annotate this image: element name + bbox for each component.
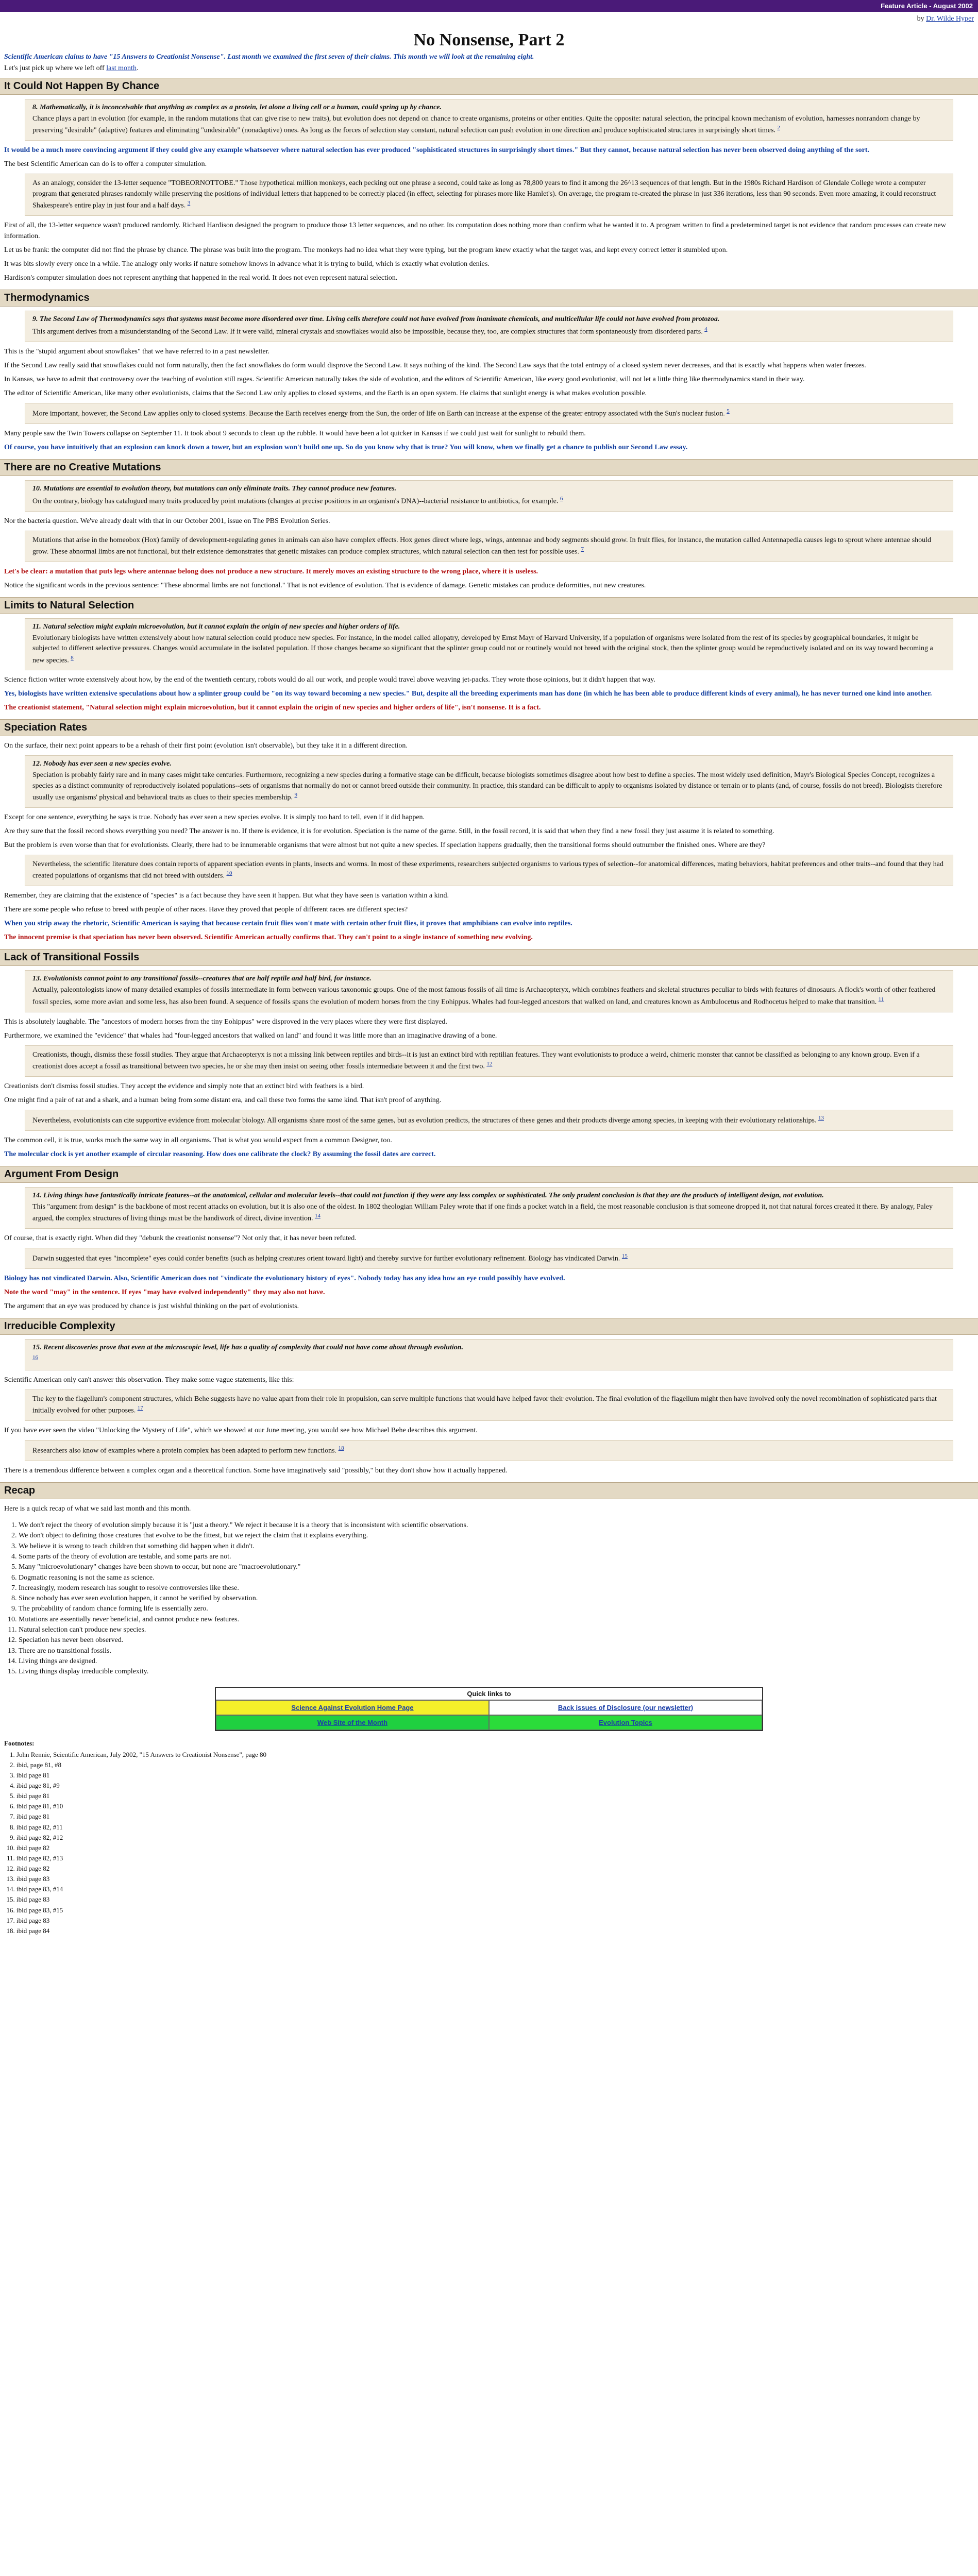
quote-block xyxy=(25,1339,953,1370)
quick-link-cell xyxy=(216,1715,489,1730)
quote-body xyxy=(32,1202,946,1224)
intro: Let's just pick up where we left off last month. xyxy=(4,64,139,72)
quote-body xyxy=(32,1354,946,1366)
paragraph: If you have ever seen the video "Unlocking the Mystery of Life", which we showed at our June meeting, you would see how Michael Behe describes this argument. xyxy=(4,1427,478,1435)
quote-text: This "argument from design" is the backbone of most recent attacks on evolution, but it is also one of the oldest. In 1802 theologian William Paley wrote that if one finds a pocket watch in a field, the most reasonable conclusion is that someone dropped it, not that natural forces created it there. By analogy, Paley argued, the complex structures of living things must be the handiwork of direct, divine invention. xyxy=(32,1202,933,1223)
footnote-ref[interactable]: 4 xyxy=(704,326,707,332)
quote-body xyxy=(32,326,946,337)
quote-text: Speciation is probably fairly rare and in many cases might take centuries. Furthermore, recognizing a new species during a formative stage can be difficult, because biologists sometimes disagree about how best to define a species. The most widely used definition, Mayr's Biological Species Concept, recognizes a species as a distinct community of reproductively isolated populations--sets of organisms that normally do not or cannot breed outside their community. In practice, this standard can be difficult to apply to organisms isolated by distance or terrain or to plants (and, of course, fossils do not breed). Biologists therefore usually use organisms' physical and behavioral traits as clues to their species membership. xyxy=(32,771,942,802)
recap-list xyxy=(4,1520,974,1677)
footnote-item: 16. ibid page 83, #15 xyxy=(16,1905,974,1916)
section-title: Argument From Design xyxy=(0,1166,978,1183)
footnote-item: 18. ibid page 84 xyxy=(16,1926,974,1936)
quote-body xyxy=(32,535,946,557)
quick-link[interactable]: Science Against Evolution Home Page xyxy=(291,1703,414,1711)
footnote-ref[interactable]: 14 xyxy=(314,1213,321,1219)
paragraph: Note the word "may" in the sentence. If eyes "may have evolved independently" they may also not have. xyxy=(4,1288,325,1296)
quote-body xyxy=(32,1445,946,1456)
paragraph: First of all, the 13-letter sequence wasn't produced randomly. Richard Hardison designed the program to produce those 13 letter sequences, and no other. Its computation does nothing more than confirm what he wanted it to. A program written to find a predetermined target is not evidence that random processes can create new information. xyxy=(4,221,946,240)
section-title: Thermodynamics xyxy=(0,290,978,307)
quick-link-cell xyxy=(489,1715,762,1730)
paragraph: On the surface, their next point appears to be a rehash of their first point (evolution isn't observable), but they take it in a different direction. xyxy=(4,742,408,750)
paragraph: Yes, biologists have written extensive speculations about how a splinter group could be "on its way toward becoming a new species." But, despite all the breeding experiments man has done (in which he has been able to produce different kinds of every animal), he has never turned one kind into another. xyxy=(4,690,932,698)
lede: Scientific American claims to have "15 Answers to Creationist Nonsense". Last month we examined the first seven of their claims. This month we will look at the remaining eight. xyxy=(4,53,534,61)
footnotes-list xyxy=(4,1750,974,1937)
paragraph: Let's be clear: a mutation that puts legs where antennae belong does not produce a new structure. It merely moves an existing structure to the wrong place, where it is useless. xyxy=(4,567,538,575)
quote-text: Darwin suggested that eyes "incomplete" eyes could confer benefits (such as helping creatures orient toward light) and thereby survive for further evolutionary refinement. Biology has vindicated Darwin. xyxy=(32,1255,620,1263)
paragraph: The editor of Scientific American, like many other evolutionists, claims that the Second Law only applies to closed systems, and the Earth is an open system. He claims that sunlight energy is what makes evolution possible. xyxy=(4,389,647,397)
footnote-item: 2. ibid, page 81, #8 xyxy=(16,1760,974,1770)
paragraph: Biology has not vindicated Darwin. Also, Scientific American does not "vindicate the evolutionary history of eyes". Nobody today has any idea how an eye could possibly have evolved. xyxy=(4,1274,565,1282)
footnote-ref[interactable]: 18 xyxy=(338,1445,344,1452)
footnote-item: 8. ibid page 82, #11 xyxy=(16,1822,974,1833)
quote-text: On the contrary, biology has catalogued many traits produced by point mutations (changes at precise positions in an organism's DNA)--bacterial resistance to antibiotics, for example. xyxy=(32,497,559,505)
paragraph: When you strip away the rhetoric, Scientific American is saying that because certain fruit flies won't mate with certain other fruit flies, it proves that amphibians can evolve into reptiles. xyxy=(4,920,572,928)
quote-body xyxy=(32,1252,946,1264)
paragraph: This is the "stupid argument about snowflakes" that we have referred to in a past newsletter. xyxy=(4,347,270,355)
recap-item: 6. Dogmatic reasoning is not the same as science. xyxy=(19,1573,974,1583)
footnote-item: 1. John Rennie, Scientific American, July 2002, "15 Answers to Creationist Nonsense", page 80 xyxy=(16,1750,974,1760)
paragraph: Except for one sentence, everything he says is true. Nobody has ever seen a new species evolve. It is simply too hard to tell, even if it did happen. xyxy=(4,814,425,821)
recap-item: 12. Speciation has never been observed. xyxy=(19,1635,974,1646)
recap-item: 11. Natural selection can't produce new species. xyxy=(19,1625,974,1635)
section-irreducible xyxy=(4,1318,974,1476)
byline xyxy=(4,15,974,23)
footnote-item: 4. ibid page 81, #9 xyxy=(16,1781,974,1791)
recap-item: 14. Living things are designed. xyxy=(19,1656,974,1667)
quote-block xyxy=(25,403,953,424)
paragraph: The common cell, it is true, works much the same way in all organisms. That is what you would expect from a common Designer, too. xyxy=(4,1136,392,1144)
quote-body xyxy=(32,770,946,803)
recap-item: 13. There are no transitional fossils. xyxy=(19,1646,974,1656)
section-speciation xyxy=(4,719,974,943)
paragraph: Of course, you have intuitively that an explosion can knock down a tower, but an explosion won't build one up. So do you know why that is true? You will know, when we finally get a chance to publish our Second Law essay. xyxy=(4,443,688,451)
quote-block xyxy=(25,755,953,808)
quote-body xyxy=(32,408,946,419)
quote-block xyxy=(25,531,953,562)
section-title: Limits to Natural Selection xyxy=(0,597,978,614)
paragraph: Many people saw the Twin Towers collapse on September 11. It took about 9 seconds to clean up the rubble. It would have been a lot quicker in Kansas if we could just wait for sunlight to rebuild them. xyxy=(4,429,586,437)
recap-item: 15. Living things display irreducible complexity. xyxy=(19,1667,974,1677)
quote-block xyxy=(25,311,953,342)
quick-links xyxy=(215,1687,763,1731)
paragraph: It would be a much more convincing argument if they could give any example whatsoever where natural selection has ever produced "sophisticated structures in surprisingly short times." But they cannot, because natural selection has never been observed doing anything of the sort. xyxy=(4,146,869,155)
quote-text: Nevertheless, the scientific literature does contain reports of apparent speciation events in plants, insects and worms. In most of these experiments, researchers subjected organisms to various types of selection--for anatomical differences, mating behaviors, habitat preferences and other traits--and found that they had created populations of organisms that did not breed with outsiders. xyxy=(32,860,943,880)
quote-block xyxy=(25,855,953,886)
quote-heading: 9. The Second Law of Thermodynamics says that systems must become more disordered over time. Living cells therefore could not have evolved from inanimate chemicals, and multicellular life could not have evolved from protozoa. xyxy=(32,315,720,323)
footnote-ref[interactable]: 12 xyxy=(486,1060,493,1067)
quote-text: Chance plays a part in evolution (for example, in the random mutations that can give rise to new traits), but evolution does not depend on chance to create organisms, proteins or other entities. Quite the opposite: natural selection, the principal known mechanism of evolution, harnesses nonrandom change by preserving "desirable" (adaptive) features and eliminating "undesirable" (nonadaptive) ones. As long as the forces of selection stay constant, natural selection can push evolution in one direction and produce sophisticated structures in surprisingly short times. xyxy=(32,115,920,134)
paragraph: It was bits slowly every once in a while. The analogy only works if nature somehow knows in advance what it is trying to build, which is exactly what evolution denies. xyxy=(4,260,490,268)
quote-text: Creationists, though, dismiss these fossil studies. They argue that Archaeopteryx is not a missing link between reptiles and birds--it is just an extinct bird with reptilian features. They want evolutionists to produce a weird, chimeric monster that cannot be classified as belonging to any known group. Even if a creationist does accept a fossil as transitional between two species, he or she may then insist on seeing other fossils intermediate between it and the first two. xyxy=(32,1050,920,1071)
recap-item: 4. Some parts of the theory of evolution are testable, and some parts are not. xyxy=(19,1552,974,1562)
section-mutations xyxy=(4,459,974,591)
quote-body xyxy=(32,178,946,211)
footnote-ref[interactable]: 11 xyxy=(878,996,884,1003)
section-limits xyxy=(4,597,974,714)
quote-body xyxy=(32,1050,946,1072)
quote-heading: 12. Nobody has ever seen a new species evolve. xyxy=(32,760,172,768)
quote-block xyxy=(25,1045,953,1077)
footnote-item: 7. ibid page 81 xyxy=(16,1811,974,1822)
paragraph: The best Scientific American can do is to offer a computer simulation. xyxy=(4,160,207,168)
quote-text: This argument derives from a misunderstanding of the Second Law. If it were valid, mineral crystals and snowflakes would also be impossible, because they, too, are complex structures that form spontaneously from disordered parts. xyxy=(32,328,703,336)
byline-prefix: by xyxy=(917,15,924,23)
footnote-item: 10. ibid page 82 xyxy=(16,1843,974,1853)
quote-block xyxy=(25,970,953,1012)
quote-block xyxy=(25,1248,953,1269)
quick-link[interactable]: Web Site of the Month xyxy=(317,1718,388,1726)
quote-heading: 8. Mathematically, it is inconceivable that anything as complex as a protein, let alone a living cell or a human, could spring up by chance. xyxy=(32,104,442,111)
section-chance xyxy=(4,78,974,283)
recap-item: 3. We believe it is wrong to teach children that something did happen when it didn't. xyxy=(19,1541,974,1552)
section-thermo xyxy=(4,290,974,453)
paragraph: The molecular clock is yet another example of circular reasoning. How does one calibrate the clock? By assuming the fossil dates are correct. xyxy=(4,1150,436,1158)
paragraph: Furthermore, we examined the "evidence" that whales had "four-legged ancestors that walked on land" and found it was little more than an imaginative drawing of a bone. xyxy=(4,1031,497,1040)
recap-item: 5. Many "microevolutionary" changes have been shown to occur, but none are "macroevolutionary." xyxy=(19,1562,974,1572)
paragraph: There are some people who refuse to breed with people of other races. Have they proved that people of different races are different species? xyxy=(4,906,408,914)
footnote-ref[interactable]: 16 xyxy=(32,1354,38,1361)
quote-block xyxy=(25,1389,953,1421)
quote-text: The key to the flagellum's component structures, which Behe suggests have no value apart from their role in propulsion, can serve multiple functions that would have helped favor their evolution. The final evolution of the flagellum might then have involved only the novel recombination of sophisticated parts that initially evolved for other purposes. xyxy=(32,1395,937,1415)
quick-link[interactable]: Evolution Topics xyxy=(599,1718,652,1726)
footnote-ref[interactable]: 8 xyxy=(71,654,74,661)
quote-body xyxy=(32,1394,946,1416)
paragraph: One might find a pair of rat and a shark, and a human being from some distant era, and call these two forms the same kind. That isn't proof of anything. xyxy=(4,1096,442,1104)
footnotes xyxy=(4,1739,974,1937)
quote-body xyxy=(32,114,946,136)
paragraph: The innocent premise is that speciation has never been observed. Scientific American actually confirms that. They can't point to a single instance of something new evolving. xyxy=(4,934,533,942)
footnote-item: 12. ibid page 82 xyxy=(16,1863,974,1874)
issue-banner xyxy=(0,0,978,12)
paragraph: Nor the bacteria question. We've already dealt with that in our October 2001, issue on The PBS Evolution Series. xyxy=(4,517,330,525)
footnote-item: 13. ibid page 83 xyxy=(16,1874,974,1884)
section-title: Recap xyxy=(0,1482,978,1499)
quote-text: Actually, paleontologists know of many detailed examples of fossils intermediate in form between various taxonomic groups. One of the most famous fossils of all time is Archaeopteryx, which combines feathers and skeletal structures peculiar to birds with features of dinosaurs. A flock's worth of other feathered fossil species, some more avian and some less, has also been found. A sequence of fossils spans the evolution of modern horses from the tiny Eohippus. Whales had four-legged ancestors that walked on land, and creatures known as Ambulocetus and Rodhocetus helped to make that transition. xyxy=(32,986,936,1006)
footnote-item: 15. ibid page 83 xyxy=(16,1894,974,1905)
section-design xyxy=(4,1166,974,1312)
paragraph: Notice the significant words in the previous sentence: "These abnormal limbs are not functional." That is not evidence of evolution. That is evidence of damage. Genetic mistakes can produce deformities, not new creatures. xyxy=(4,581,646,589)
paragraph: Creationists don't dismiss fossil studies. They accept the evidence and simply note that an extinct bird with feathers is a bird. xyxy=(4,1082,364,1090)
recap-item: 9. The probability of random chance forming life is essentially zero. xyxy=(19,1604,974,1614)
section-title: Lack of Transitional Fossils xyxy=(0,949,978,966)
recap-item: 10. Mutations are essentially never beneficial, and cannot produce new features. xyxy=(19,1615,974,1625)
paragraph: But the problem is even worse than that for evolutionists. Clearly, there had to be innumerable organisms that were almost but not quite a new species. If speciation happens gradually, then the transitional forms should outnumber the finished ones. Where are they? xyxy=(4,841,766,849)
recap-item: 7. Increasingly, modern research has sought to resolve controversies like these. xyxy=(19,1583,974,1594)
footnote-item: 6. ibid page 81, #10 xyxy=(16,1801,974,1811)
section-title: Irreducible Complexity xyxy=(0,1318,978,1335)
paragraph: Let us be frank: the computer did not find the phrase by chance. The phrase was built into the program. The monkeys had no idea what they were typing, but the program knew exactly what the target was, and kept every correct letter it stumbled upon. xyxy=(4,246,728,254)
quick-link[interactable]: Back issues of Disclosure (our newsletter) xyxy=(558,1703,694,1711)
recap-item: 2. We don't object to defining those creatures that evolve to be the fittest, but we reject the claim that it explains everything. xyxy=(19,1531,974,1541)
footnote-item: 3. ibid page 81 xyxy=(16,1770,974,1781)
footnotes-heading: Footnotes: xyxy=(4,1739,35,1747)
footnote-ref[interactable]: 13 xyxy=(818,1114,824,1121)
quote-body xyxy=(32,1114,946,1126)
page-title: No Nonsense, Part 2 xyxy=(413,30,565,49)
footnote-ref[interactable]: 9 xyxy=(294,792,297,799)
quote-text: As an analogy, consider the 13-letter sequence "TOBEORNOTTOBE." Those hypothetical million monkeys, each pecking out one phrase a second, could take as long as 78,800 years to find it among the 26^13 sequences of that length. But in the 1980s Richard Hardison of Glendale College wrote a computer program that generated phrases randomly while preserving the positions of individual letters that happened to be correctly placed (in effect, selecting for phrases more like Hamlet's). On average, the program re-created the phrase in just 336 iterations, less than 90 seconds. Even more amazing, it could reconstruct Shakespeare's entire play in just four and a half days. xyxy=(32,179,936,210)
quote-text: Researchers also know of examples where a protein complex has been adapted to perform new functions. xyxy=(32,1447,337,1455)
paragraph: Science fiction writer wrote extensively about how, by the end of the twentieth century, robots would do all our work, and people would travel above weaving jet-packs. They wrote those opinions, but it didn't happen that way. xyxy=(4,676,655,684)
footnote-ref[interactable]: 15 xyxy=(621,1252,628,1259)
section-transitional xyxy=(4,949,974,1159)
footnote-ref[interactable]: 3 xyxy=(187,199,191,206)
quick-links-grid xyxy=(216,1700,762,1730)
quick-links-title: Quick links to xyxy=(216,1688,762,1700)
footnote-item: 11. ibid page 82, #13 xyxy=(16,1853,974,1863)
paragraph: Remember, they are claiming that the existence of "species" is a fact because they have seen it happen. But what they have seen is variation within a kind. xyxy=(4,892,449,900)
paragraph: Hardison's computer simulation does not represent anything that happened in the real world. It does not even represent natural selection. xyxy=(4,274,398,282)
quote-body xyxy=(32,859,946,882)
intro-text: Let's just pick up where we left off xyxy=(4,64,105,72)
quote-block xyxy=(25,1110,953,1131)
quote-block xyxy=(25,1440,953,1461)
article-body xyxy=(4,78,974,1514)
quote-heading: 13. Evolutionists cannot point to any transitional fossils--creatures that are half reptile and half bird, for instance. xyxy=(32,975,372,983)
recap-item: 8. Since nobody has ever seen evolution happen, it cannot be verified by observation. xyxy=(19,1594,974,1604)
quote-block xyxy=(25,618,953,671)
footnote-ref[interactable]: 6 xyxy=(560,495,563,502)
quote-body xyxy=(32,985,946,1007)
footnote-ref[interactable]: 10 xyxy=(226,870,232,877)
author-link[interactable]: Dr. Wilde Hyper xyxy=(926,15,974,23)
paragraph: The argument that an eye was produced by chance is just wishful thinking on the part of evolutionists. xyxy=(4,1302,299,1310)
quote-block xyxy=(25,1187,953,1229)
quote-block xyxy=(25,99,953,141)
quote-body xyxy=(32,495,946,507)
quote-heading: 10. Mutations are essential to evolution theory, but mutations can only eliminate traits. They cannot produce new features. xyxy=(32,484,397,493)
footnote-item: 14. ibid page 83, #14 xyxy=(16,1884,974,1894)
quote-heading: 15. Recent discoveries prove that even at the microscopic level, life has a quality of complexity that could not have come about through evolution. xyxy=(32,1343,464,1351)
section-title: Speciation Rates xyxy=(0,719,978,736)
quote-text: Mutations that arise in the homeobox (Hox) family of development-regulating genes in animals can also have complex effects. Hox genes direct where legs, wings, antennae and body segments should grow. In fruit flies, for instance, the mutation called Antennapedia causes legs to sprout where antennae should grow. These abnormal limbs are not functional, but their existence demonstrates that genetic mistakes can produce complex structures, which natural selection can then test for possible uses. xyxy=(32,536,932,556)
footnote-ref[interactable]: 5 xyxy=(727,408,730,414)
paragraph: Here is a quick recap of what we said last month and this month. xyxy=(4,1505,191,1513)
quote-text: Evolutionary biologists have written extensively about how natural selection could produce new species. For instance, in the model called allopatry, developed by Ernst Mayr of Harvard University, if a population of organisms were isolated from the rest of its species by geographical boundaries, it might be subjected to different selective pressures. Changes would accumulate in the isolated population. If those changes became so significant that the splinter group could not or routinely would not breed with the original stock, then the splinter group would be reproductively isolated and on its way toward becoming a new species. xyxy=(32,634,933,665)
footnote-ref[interactable]: 7 xyxy=(581,546,584,552)
issue-label: Feature Article - August 2002 xyxy=(881,2,973,10)
quote-block xyxy=(25,174,953,216)
paragraph: This is absolutely laughable. The "ancestors of modern horses from the tiny Eohippus" were disproved in the very places where they were first displayed. xyxy=(4,1018,447,1026)
quote-text: Nevertheless, evolutionists can cite supportive evidence from molecular biology. All organisms share most of the same genes, but as evolution predicts, the structures of these genes and their products diverge among species, in keeping with their evolutionary relationships. xyxy=(32,1116,817,1125)
quote-text: More important, however, the Second Law applies only to closed systems. Because the Earth receives energy from the Sun, the order of life on Earth can increase at the expense of the greater entropy associated with the Sun's nuclear fusion. xyxy=(32,410,725,418)
paragraph: The creationist statement, "Natural selection might explain microevolution, but it cannot explain the origin of new species and higher orders of life", isn't nonsense. It is a fact. xyxy=(4,704,541,712)
section-title: It Could Not Happen By Chance xyxy=(0,78,978,95)
quote-heading: 14. Living things have fantastically intricate features--at the anatomical, cellular and molecular levels--that could not function if they were any less complex or sophisticated. The only prudent conclusion is that they are the products of intelligent design, not evolution. xyxy=(32,1191,824,1199)
paragraph: Are they sure that the fossil record shows everything you need? The answer is no. If there is evidence, it is for evolution. Speciation is the name of the game. Still, in the fossil record, it is said that when they find a new fossil they just assume it is related to something. xyxy=(4,827,774,835)
paragraph: If the Second Law really said that snowflakes could not form naturally, then the fact snowflakes do form would disprove the Second Law. It says nothing of the kind. The Second Law says that the total entropy of a closed system never decreases, and that is exactly what happens when water freezes. xyxy=(4,361,866,369)
quote-block xyxy=(25,480,953,512)
paragraph: In Kansas, we have to admit that controversy over the teaching of evolution still rages. Scientific American naturally takes the side of evolution, and the editors of Scientific American, like every good evolutionist, will not let a little thing like thermodynamics stand in their way. xyxy=(4,375,805,383)
quick-link-cell xyxy=(489,1700,762,1715)
footnote-ref[interactable]: 2 xyxy=(777,125,780,131)
footnote-item: 5. ibid page 81 xyxy=(16,1791,974,1801)
quote-heading: 11. Natural selection might explain microevolution, but it cannot explain the origin of new species and higher orders of life. xyxy=(32,622,400,631)
paragraph: Scientific American only can't answer this observation. They make some vague statements, like this: xyxy=(4,1376,294,1384)
footnote-item: 17. ibid page 83 xyxy=(16,1916,974,1926)
section-recap xyxy=(4,1482,974,1514)
footnote-ref[interactable]: 17 xyxy=(137,1405,143,1412)
paragraph: Of course, that is exactly right. When did they "debunk the creationist nonsense"? Not only that, it has never been refuted. xyxy=(4,1234,357,1242)
quick-link-cell xyxy=(216,1700,489,1715)
section-title: There are no Creative Mutations xyxy=(0,459,978,476)
quote-body xyxy=(32,633,946,666)
recap-item: 1. We don't reject the theory of evolution simply because it is "just a theory." We reject it because it is a theory that is inconsistent with scientific observations. xyxy=(19,1520,974,1531)
last-month-link[interactable]: last month xyxy=(106,64,137,72)
footnote-item: 9. ibid page 82, #12 xyxy=(16,1833,974,1843)
paragraph: There is a tremendous difference between a complex organ and a theoretical function. Some have imaginatively said "possibly," but they don't show how it actually happened. xyxy=(4,1467,508,1475)
